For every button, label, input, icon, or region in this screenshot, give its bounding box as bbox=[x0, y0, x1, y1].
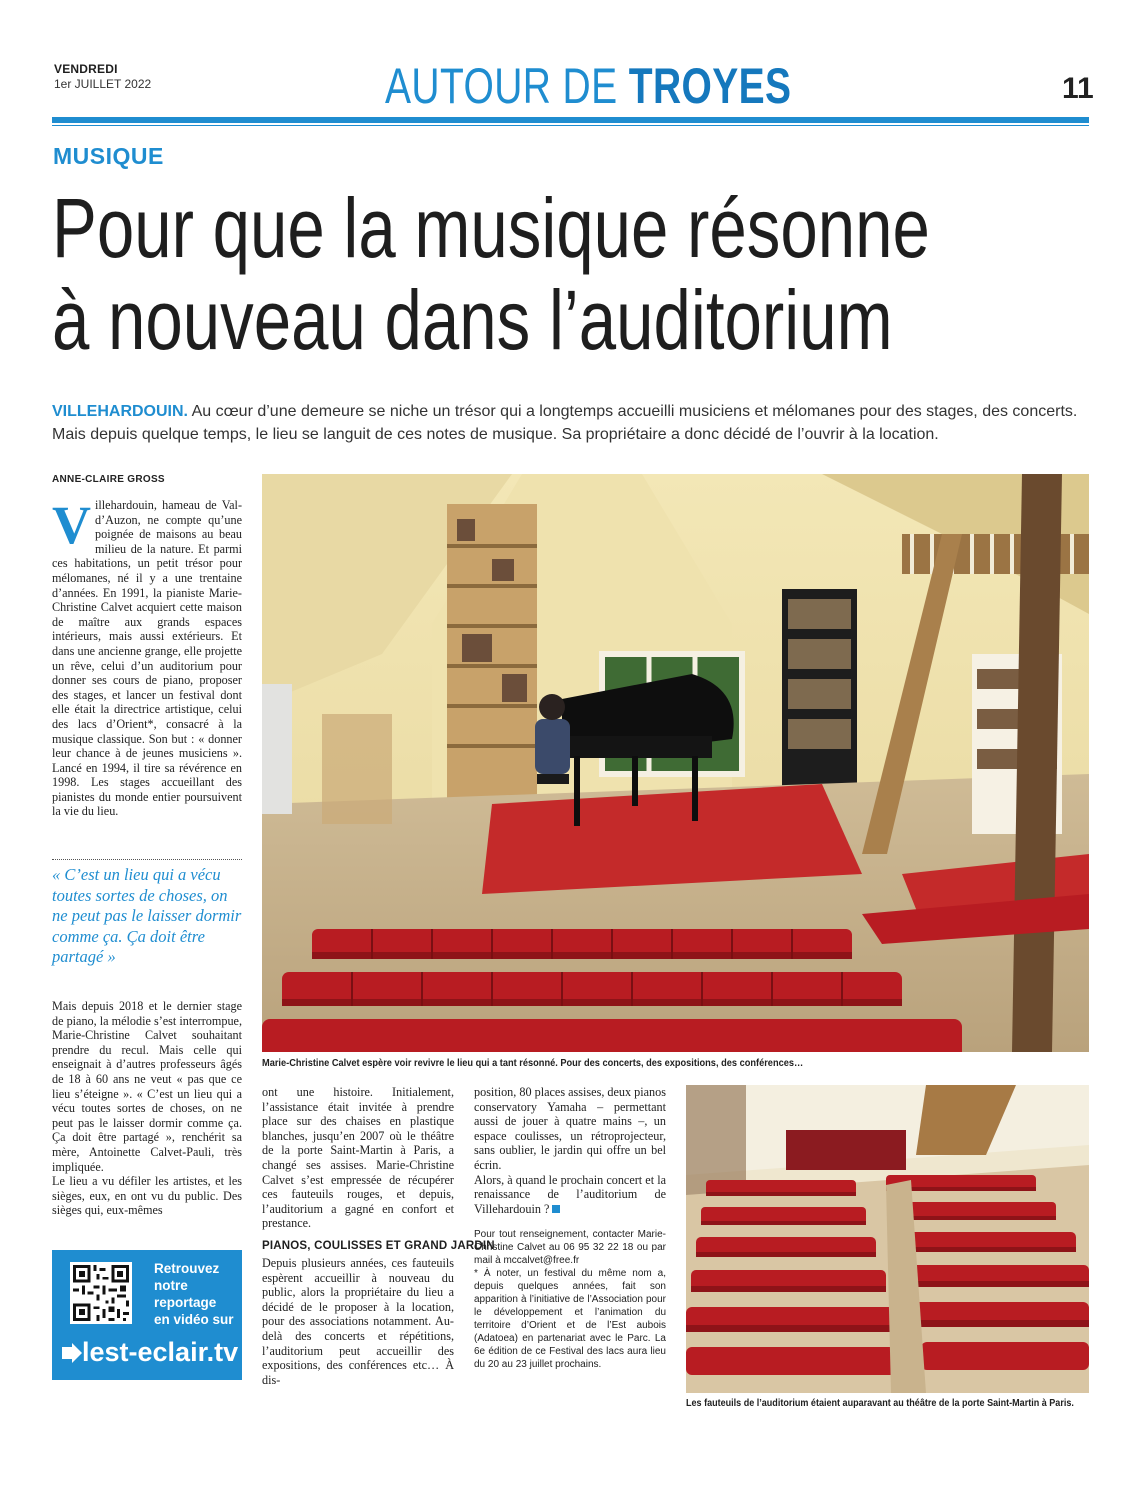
body-paragraph-5: Depuis plusieurs années, ces fauteuils espèrent accueillir à nouveau du public, alors la propriétaire du lieu a décidé de le proposer à la location, pour des associations notamment. Au-delà des concerts et répétitions, l’auditorium peut accueillir des expositions, des conférences etc… À dis- bbox=[262, 1256, 454, 1387]
body-paragraph-7 bbox=[474, 1173, 666, 1217]
section-title bbox=[385, 58, 791, 114]
info-note: * À noter, un festival du même nom a, depuis quelques années, fait son apparition à l’initiative de l’Association pour le développement et l’animation du territoire d’Orient et de l’Est aubois (Adatoea) en partenariat avec le Parc. La 6e édition de ce Festival des lacs aura lieu du 20 au 23 juillet prochains. bbox=[474, 1268, 666, 1370]
body-column-1-top bbox=[52, 495, 242, 819]
drop-cap: V bbox=[52, 495, 91, 555]
body-paragraph-4: ont une histoire. Initialement, l’assistance était invitée à prendre place sur des chaises en plastique blanches, jusqu’en 2007 où le théâtre de la porte Saint-Martin à Paris, a changé ses assises. Marie-Christine Calvet s’est empressée de récupérer ces fauteuils rouges, et depuis, l’auditorium a gagné en confort et prestance. bbox=[262, 1085, 454, 1231]
auditorium-illustration bbox=[262, 474, 1089, 1052]
article-lead bbox=[52, 400, 1087, 446]
header-rule-thin bbox=[52, 125, 1089, 126]
auditorium-main-photo bbox=[262, 474, 1089, 1052]
lead-text: Au cœur d’une demeure se niche un trésor qui a longtemps accueilli musiciens et mélomanes pour des stages, des concerts. Mais depuis quelque temps, le lieu se languit de ces notes de musique. Sa propriétaire a donc décidé de l’ouvrir à la location. bbox=[52, 403, 1078, 443]
qr-code-icon[interactable] bbox=[70, 1262, 132, 1324]
article-kicker: MUSIQUE bbox=[53, 143, 164, 169]
promo-text bbox=[154, 1260, 234, 1328]
body-paragraph-7-text: Alors, à quand le prochain concert et la renaissance de l’auditorium de Villehardouin ? bbox=[474, 1172, 666, 1216]
promo-site-text: lest-eclair.tv bbox=[82, 1337, 239, 1367]
body-column-1-bottom bbox=[52, 999, 242, 1218]
edition-date: 1er JUILLET 2022 bbox=[54, 77, 152, 91]
headline-line-1: Pour que la musique résonne bbox=[52, 181, 930, 275]
lead-place: VILLEHARDOUIN. bbox=[52, 403, 188, 420]
edition-day: VENDREDI bbox=[54, 62, 118, 76]
article-subhead: PIANOS, COULISSES ET GRAND JARDIN bbox=[262, 1240, 495, 1252]
promo-site-link[interactable] bbox=[60, 1336, 238, 1368]
body-paragraph-2: Mais depuis 2018 et le dernier stage de piano, la mélodie s’est interrompue, Marie-Christine Calvet souhaitant prendre du recul. Mais celle qui enseignait à d’autres professeurs âgés de 18 à 60 ans ne veut « pas que ce lieu s’éteigne ». « C’est un lieu qui a vécu toutes sortes de choses, on ne peut pas le laisser dormir comme ça. Ça doit être partagé », renchérit sa mère, Antoinette Calvet-Pauli, très impliquée. bbox=[52, 999, 242, 1174]
promo-line-2: notre bbox=[154, 1278, 188, 1293]
section-title-bold: TROYES bbox=[628, 58, 792, 114]
pull-quote: « C’est un lieu qui a vécu toutes sortes de choses, on ne peut pas le laisser dormir comme ça. Ça doit être partagé » bbox=[52, 865, 242, 966]
body-paragraph-3: Le lieu a vu défiler les artistes, et les sièges, eux, en ont vu du public. Des sièges qui, eux-mêmes bbox=[52, 1174, 242, 1218]
video-promo-box[interactable] bbox=[52, 1250, 242, 1380]
headline-line-2: à nouveau dans l’auditorium bbox=[52, 273, 893, 367]
page-number: 11 bbox=[1062, 72, 1094, 105]
quote-divider bbox=[52, 859, 242, 860]
body-paragraph-1: illehardouin, hameau de Val-d’Auzon, ne compte qu’une poignée de maisons au beau milieu de la nature. Et parmi ces habitations, un petit trésor pour mélomanes, né il y a une trentaine d’années. En 1991, la pianiste Marie-Christine Calvet acquiert cette maison de maître aux grands espaces intérieurs, mais aussi extérieurs. Et dans une ancienne grange, elle projette un rêve, celui d’un auditorium pour donner ses cours de piano, proposer des stages, et lancer un festival dont elle était la directrice artistique, celui des lacs d’Orient*, consacré à la musique classique. Son but : « donner leur chance à de jeunes musiciens ». Lancé en 1994, il tire sa révérence en 1998. Les stages accueillant des pianistes du monde entier poursuivent la vie du lieu. bbox=[52, 498, 242, 819]
arrow-right-icon bbox=[60, 1343, 82, 1363]
body-paragraph-6: position, 80 places assises, deux pianos conservatory Yamaha – permettant aussi de jouer à quatre mains –, un espace coulisses, un rétroprojecteur, sans oublier, le jardin qui offre un bel écrin. bbox=[474, 1085, 666, 1172]
main-photo-caption: Marie-Christine Calvet espère voir revivre le lieu qui a tant résonné. Pour des concerts, des expositions, des conférences… bbox=[262, 1057, 804, 1069]
article-headline bbox=[52, 182, 1092, 366]
header-rule bbox=[52, 117, 1089, 123]
body-column-2-bottom bbox=[262, 1256, 454, 1387]
promo-line-1: Retrouvez bbox=[154, 1261, 220, 1276]
seats-illustration bbox=[686, 1085, 1089, 1393]
body-column-3 bbox=[474, 1085, 666, 1216]
section-title-light: AUTOUR DE bbox=[385, 58, 618, 114]
seats-photo-caption: Les fauteuils de l’auditorium étaient auparavant au théâtre de la porte Saint-Martin à Paris. bbox=[686, 1397, 1074, 1409]
body-column-2-top bbox=[262, 1085, 454, 1231]
info-box bbox=[474, 1228, 666, 1371]
info-contact: Pour tout renseignement, contacter Marie-Christine Calvet au 06 95 32 22 18 ou par mail à mccalvet@free.fr bbox=[474, 1229, 666, 1266]
end-mark-icon bbox=[552, 1205, 560, 1213]
promo-line-3: reportage bbox=[154, 1295, 217, 1310]
promo-line-4: en vidéo sur bbox=[154, 1312, 234, 1327]
auditorium-seats-photo bbox=[686, 1085, 1089, 1393]
article-author: ANNE-CLAIRE GROSS bbox=[52, 474, 165, 485]
